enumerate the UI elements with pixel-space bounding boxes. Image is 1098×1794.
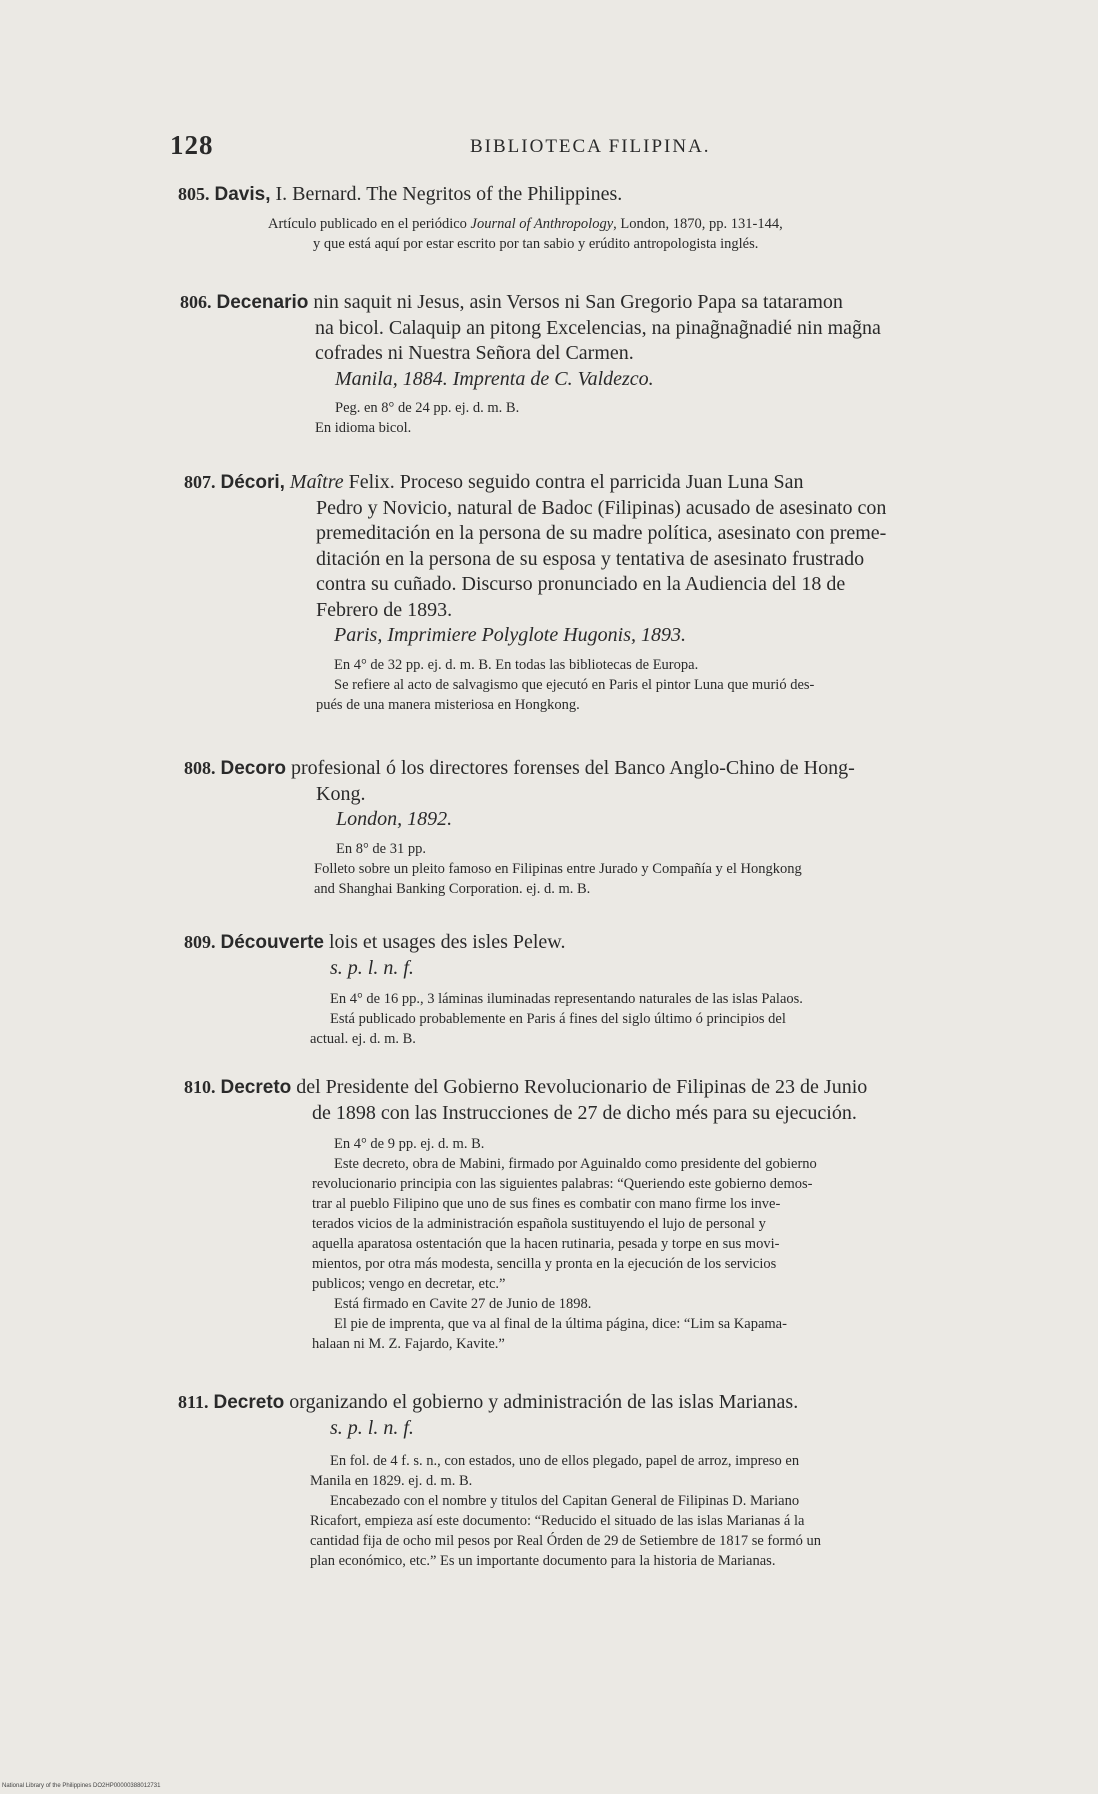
entry-number: 808. [184, 758, 216, 778]
entry-note: trar al pueblo Filipino que uno de sus fines es combatir con mano firme los inve- [312, 1196, 781, 1212]
entry-imprint: Manila, 1884. Imprenta de C. Valdezco. [335, 367, 654, 390]
entry-note: cantidad fija de ocho mil pesos por Real Órden de 29 de Setiembre de 1817 se formó un [310, 1533, 821, 1549]
entry-author: Davis, [214, 184, 271, 205]
entry-note: halaan ni M. Z. Fajardo, Kavite.” [312, 1336, 505, 1352]
entry-note: plan económico, etc.” Es un importante documento para la historia de Marianas. [310, 1553, 776, 1569]
entry-note: and Shanghai Banking Corporation. ej. d. m. B. [314, 880, 591, 897]
entry-keyword: Decreto [213, 1392, 285, 1413]
entry-note: Peg. en 8° de 24 pp. ej. d. m. B. [335, 400, 520, 416]
entry-number: 807. [184, 472, 216, 492]
entry-note: En 4° de 16 pp., 3 láminas iluminadas representando naturales de las islas Palaos. [330, 991, 803, 1007]
entry-note: mientos, por otra más modesta, sencilla y pronta en la ejecución de los servicios [312, 1256, 777, 1272]
entry-number: 806. [180, 292, 212, 312]
entry-note: Encabezado con el nombre y titulos del Capitan General de Filipinas D. Mariano [330, 1493, 800, 1509]
entry-note: En fol. de 4 f. s. n., con estados, uno de ellos plegado, papel de arroz, impreso en [330, 1453, 800, 1469]
entry-note: En idioma bicol. [315, 420, 412, 436]
entry-keyword: Décori, [220, 472, 285, 493]
entry-number: 810. [184, 1077, 216, 1097]
entry-keyword: Découverte [220, 932, 324, 953]
entry-note: Artículo publicado en el periódico Journal of Anthropology, London, 1870, pp. 131-144, [268, 215, 783, 232]
footer-watermark: National Library of the Philippines DO2HP00000388012731 [2, 1783, 161, 1789]
page-header [170, 130, 750, 160]
entry-keyword: Decenario [216, 292, 309, 313]
entry-note: En 8° de 31 pp. [336, 840, 426, 857]
entry-note: En 4° de 9 pp. ej. d. m. B. [334, 1136, 485, 1152]
entry-805 [178, 182, 1048, 254]
entry-imprint: s. p. l. n. f. [330, 956, 414, 979]
entry-811: 811. Decreto organizando el gobierno y administración de las islas Marianas. s. p. l. n. f. En fol. de 4 f. s. n., con estados, uno de ellos plegado, papel de arroz, impreso en Manila en 1829. ej. d. m. B. Encabezado con el nombre y titulos del Capitan General de Filipinas D. Mariano Ricafort, empieza así este documento: “Reducido el situado de las islas Marianas á la cantidad fija de ocho mil pesos por Real Órden de 29 de Setiembre de 1817 se formó un plan económico, etc.” Es un importante documento para la historia de Marianas. [178, 1390, 1048, 1571]
entry-imprint: London, 1892. [336, 808, 453, 830]
entry-note: Folleto sobre un pleito famoso en Filipinas entre Jurado y Compañía y el Hongkong [314, 860, 802, 877]
running-title: BIBLIOTECA FILIPINA. [470, 136, 711, 157]
entry-number: 805. [178, 184, 210, 204]
entry-807: 807. Décori, Maître Felix. Proceso seguido contra el parricida Juan Luna San Pedro y Novicio, natural de Badoc (Filipinas) acusado de asesinato con premeditación en la persona de su madre política, asesinato con preme- ditación en la persona de su esposa y tentativa de asesinato frustrado contra su cuñado. Discurso pronunciado en la Audiencia del 18 de Febrero de 1893. Paris, Imprimiere Polyglote Hugonis, 1893. En 4° de 32 pp. ej. d. m. B. En todas las bibliotecas de Europa. Se refiere al acto de salvagismo que ejecutó en Paris el pintor Luna que murió des- pués de una manera misteriosa en Hongkong. [184, 470, 1044, 715]
entry-note: Ricafort, empieza así este documento: “Reducido el situado de las islas Marianas á la [310, 1513, 805, 1529]
entry-note: y que está aquí por estar escrito por tan sabio y erúdito antropologista inglés. [313, 235, 759, 252]
page-number: 128 [170, 130, 214, 160]
entry-note: publicos; vengo en decretar, etc.” [312, 1276, 506, 1292]
entry-note: El pie de imprenta, que va al final de la última página, dice: “Lim sa Kapama- [334, 1316, 787, 1332]
entry-keyword: Decreto [220, 1077, 292, 1098]
entry-808: 808. Decoro profesional ó los directores forenses del Banco Anglo-Chino de Hong- Kong. London, 1892. En 8° de 31 pp. Folleto sobre un pleito famoso en Filipinas entre Jurado y Compañía y el Hongkong and Shanghai Banking Corporation. ej. d. m. B. [184, 756, 1044, 899]
entry-imprint: s. p. l. n. f. [330, 1416, 414, 1439]
entry-keyword: Decoro [220, 758, 286, 779]
entry-note: Está firmado en Cavite 27 de Junio de 1898. [334, 1296, 592, 1312]
entry-note: actual. ej. d. m. B. [310, 1031, 416, 1047]
entry-note: Manila en 1829. ej. d. m. B. [310, 1473, 473, 1489]
entry-number: 809. [184, 932, 216, 952]
entry-note: Este decreto, obra de Mabini, firmado por Aguinaldo como presidente del gobierno [334, 1156, 817, 1172]
entry-810: 810. Decreto del Presidente del Gobierno Revolucionario de Filipinas de 23 de Junio de 1898 con las Instrucciones de 27 de dicho més para su ejecución. En 4° de 9 pp. ej. d. m. B. Este decreto, obra de Mabini, firmado por Aguinaldo como presidente del gobierno revolucionario principia con las siguientes palabras: “Queriendo este gobierno demos- trar al pueblo Filipino que uno de sus fines es combatir con mano firme los inve- terados vicios de la administración española sustituyendo el lujo de personal y aquella aparatosa ostentación que la hacen rutinaria, pesada y torpe en sus movi- mientos, por otra más modesta, sencilla y pronta en la ejecución de los servicios publicos; vengo en decretar, etc.” Está firmado en Cavite 27 de Junio de 1898. El pie de imprenta, que va al final de la última página, dice: “Lim sa Kapama- halaan ni M. Z. Fajardo, Kavite.” [184, 1075, 1044, 1354]
entry-809: 809. Découverte lois et usages des isles Pelew. s. p. l. n. f. En 4° de 16 pp., 3 láminas iluminadas representando naturales de las islas Palaos. Está publicado probablemente en Paris á fines del siglo último ó principios del actual. ej. d. m. B. [184, 930, 1044, 1049]
entry-title: I. Bernard. The Negritos of the Philippines. [270, 183, 623, 205]
entry-note: pués de una manera misteriosa en Hongkong. [316, 696, 580, 713]
entry-note: En 4° de 32 pp. ej. d. m. B. En todas las bibliotecas de Europa. [334, 656, 699, 673]
entry-note: terados vicios de la administración española sustituyendo el lujo de personal y [312, 1216, 766, 1232]
entry-imprint: Paris, Imprimiere Polyglote Hugonis, 1893. [334, 624, 687, 646]
entry-note: Se refiere al acto de salvagismo que ejecutó en Paris el pintor Luna que murió des- [334, 676, 815, 693]
entry-note: revolucionario principia con las siguientes palabras: “Queriendo este gobierno demos- [312, 1176, 813, 1192]
entry-number: 811. [178, 1392, 209, 1412]
entry-note: aquella aparatosa ostentación que la hacen rutinaria, pesada y torpe en sus movi- [312, 1236, 780, 1252]
entry-806: 806. Decenario nin saquit ni Jesus, asin Versos ni San Gregorio Papa sa tataramon na bicol. Calaquip an pitong Excelencias, na pinag̃nag̃nadié nin mag̃na cofrades ni Nuestra Señora del Carmen. Manila, 1884. Imprenta de C. Valdezco. Peg. en 8° de 24 pp. ej. d. m. B. En idioma bicol. [180, 290, 1050, 438]
entry-note: Está publicado probablemente en Paris á fines del siglo último ó principios del [330, 1011, 786, 1027]
